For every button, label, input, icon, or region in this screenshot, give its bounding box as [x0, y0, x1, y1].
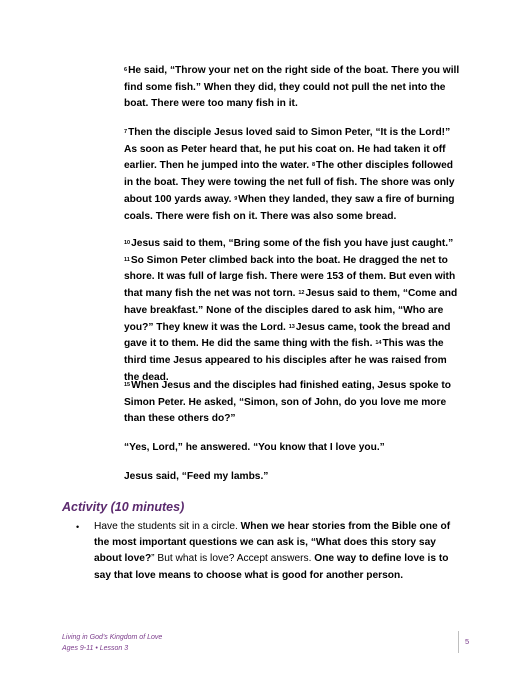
verse-text: Jesus came, took the bread and gave it to them. He did the same thing with the fish.	[124, 321, 451, 350]
scripture-text	[124, 378, 460, 428]
verse-number: 8	[311, 162, 316, 169]
verse-number: 11	[124, 256, 130, 263]
bullet-icon: •	[76, 522, 80, 532]
scripture-text: Jesus said, “Feed my lambs.”	[124, 471, 269, 482]
page-number: 5	[465, 637, 470, 646]
verse-text: So Simon Peter climbed back into the boat. He dragged the net to shore. It was full of large fish. There were 153 of them. But even with that many fish the net was not torn.	[124, 254, 456, 300]
verse-number: 15	[124, 382, 131, 388]
verse-text: Jesus said to them, “Come and have breakfast.” None of the disciples dared to ask him, “Who are you?” They knew it was the Lord.	[124, 288, 458, 333]
footer-divider	[458, 631, 459, 653]
activity-list	[76, 519, 464, 584]
verse-number: 12	[298, 290, 305, 297]
scripture-paragraph-6	[124, 469, 460, 486]
verse-number: 13	[288, 323, 295, 330]
scripture-paragraph-3	[124, 236, 460, 386]
scripture-paragraph-5	[124, 440, 460, 457]
footer-line-1: Living in God’s Kingdom of Love	[62, 634, 163, 641]
activity-list-item	[76, 519, 464, 584]
verse-text: When they landed, they saw a fire of burning coals. There were fish on it. There was also some bread.	[124, 193, 455, 222]
verse-number: 9	[234, 195, 238, 202]
scripture-text	[124, 63, 460, 113]
verse-number: 14	[375, 340, 382, 347]
scripture-text: “Yes, Lord,” he answered. “You know that I love you.”	[124, 442, 385, 453]
activity-text-4: Accept answers.	[236, 553, 315, 565]
activity-heading: Activity (10 minutes)	[62, 500, 185, 514]
scripture-text	[124, 236, 460, 386]
verse-text: Then the disciple Jesus loved said to Simon Peter, “It is the Lord!” As soon as Peter heard that, he put his coat on. He had taken it off earlier. Then he jumped into the water.	[124, 127, 451, 172]
verse-number: 7	[124, 129, 128, 135]
footer-line-2: Ages 9-11 • Lesson 3	[62, 644, 129, 652]
verse-number: 6	[124, 67, 128, 73]
scripture-paragraph-1	[124, 63, 460, 113]
footer-title	[62, 633, 162, 654]
activity-text-3: ” But what is love?	[151, 553, 237, 565]
activity-text-5: One way to define love is to say that love means to choose what is good for another person.	[94, 553, 449, 581]
verse-number: 10	[124, 240, 131, 246]
verse-text: He said, “Throw your net on the right side of the boat. There you will find some fish.” When they did, they could not pull the net into the boat. There were too many fish in it.	[124, 65, 460, 110]
scripture-text	[124, 125, 460, 225]
scripture-paragraph-4	[124, 378, 460, 428]
activity-text-2: When we hear stories from the Bible one of the most important questions we can ask is, “What does this story say about love?	[94, 521, 451, 565]
activity-text-1: Have the students sit in a circle.	[94, 521, 241, 532]
verse-text: Jesus said to them, “Bring some of the fish you have just caught.”	[131, 238, 454, 249]
verse-text: This was the third time Jesus appeared to his disciples after he was raised from the dead.	[124, 338, 447, 383]
verse-text: The other disciples followed in the boat. They were towing the net full of fish. The shore was only about 100 yards away.	[124, 160, 455, 205]
scripture-paragraph-2	[124, 125, 460, 225]
verse-text: When Jesus and the disciples had finished eating, Jesus spoke to Simon Peter. He asked, “Simon, son of John, do you love me more than these others do?”	[124, 380, 451, 425]
